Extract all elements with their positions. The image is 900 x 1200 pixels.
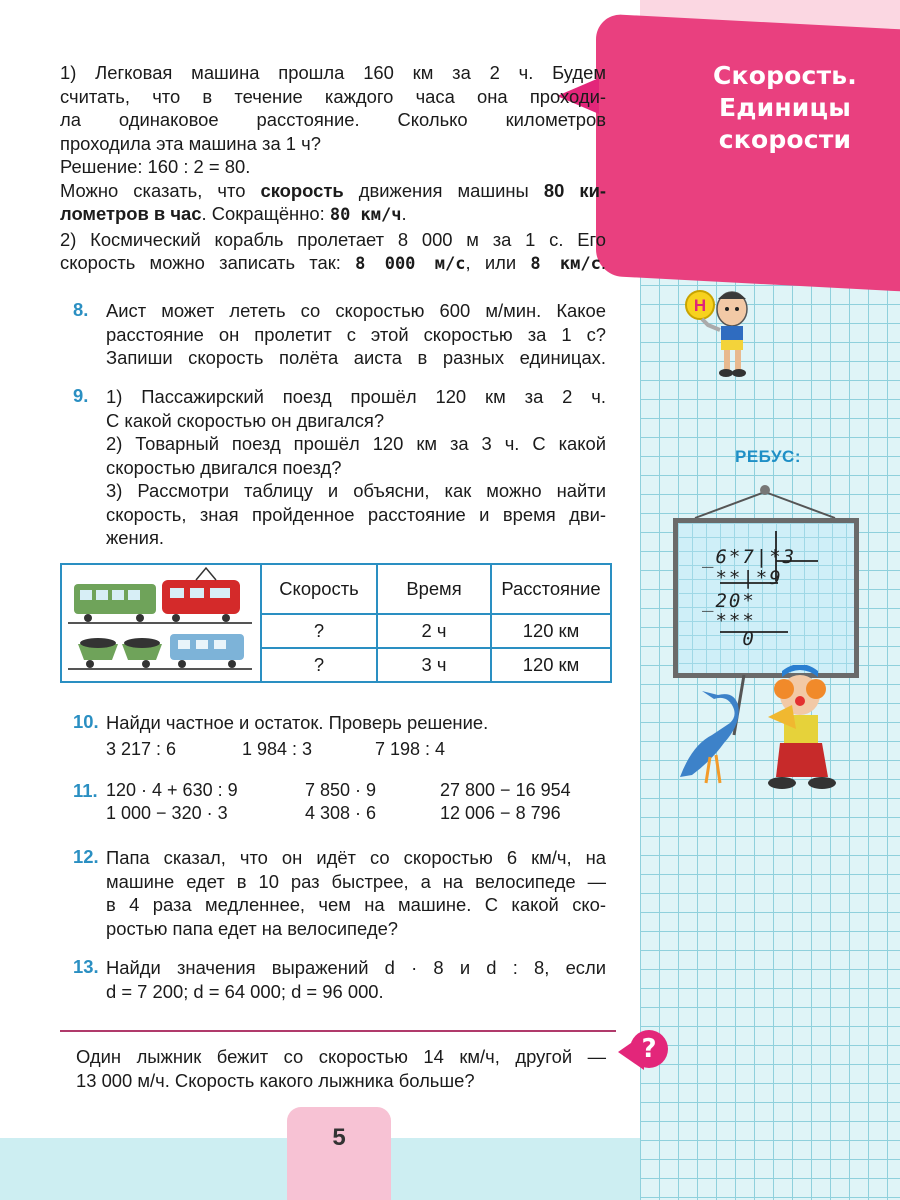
trains-picture-cell (61, 564, 261, 682)
divider (60, 1030, 616, 1032)
expression: 120 · 4 + 630 : 9 (106, 780, 238, 800)
bold-value: 80 ки- (543, 179, 606, 201)
chapter-title-line: скорости (718, 125, 852, 154)
rebus-row: _20* (702, 590, 756, 612)
boy-badge-letter: Н (693, 296, 707, 315)
task-line: Папа сказал, что он идёт со скоростью 6 км/ч, на (106, 847, 606, 868)
rebus-row: _6*7|*3 (702, 546, 797, 568)
bold-unit: 8 000 м/с (355, 254, 466, 274)
bold-value: лометров в час (60, 203, 202, 224)
intro-line: считать, что в течение каждого часа она проходи- (60, 85, 606, 107)
boy-with-trumpet-illustration (680, 285, 770, 380)
task-line: расстояние он пролетит с этой скоростью за 1 с? (106, 323, 606, 345)
bold-unit: 80 км/ч (329, 205, 402, 225)
task-number: 11. (73, 780, 98, 801)
task13-text (106, 956, 606, 1003)
task-line: 3) Рассмотри таблицу и объясни, как можно найти (106, 480, 606, 501)
task-line: 1) Пассажирский поезд прошёл 120 км за 2 ч. (106, 386, 606, 407)
intro-line-abbrev (60, 202, 606, 228)
expression: 7 198 : 4 (375, 739, 446, 759)
task-line: Найди значения выражений d · 8 и d : 8, если (106, 957, 606, 978)
chapter-title-line: Скорость. (713, 61, 857, 90)
task-number: 8. (73, 299, 89, 320)
intro-line: 1) Легковая машина прошла 160 км за 2 ч. Будем (60, 62, 606, 83)
stork-and-clown-illustration (672, 665, 852, 795)
task-number: 10. (73, 711, 99, 732)
intro-line-space (60, 251, 606, 277)
term-speed: скорость (260, 179, 344, 201)
task8-text (106, 299, 606, 370)
chapter-title (680, 60, 890, 156)
table-header: Время (377, 564, 491, 614)
table-cell: ? (261, 614, 377, 648)
bonus-line: 13 000 м/ч. Скорость какого лыжника больше? (76, 1069, 475, 1091)
intro-line-speed (60, 179, 606, 203)
chapter-title-line: Единицы (718, 93, 852, 122)
task-line: скоростью двигался поезд? (106, 456, 342, 478)
task-line: d = 7 200; d = 64 000; d = 96 000. (106, 980, 384, 1002)
rebus-row: **|*9 (702, 567, 783, 589)
page-number: 5 (332, 1124, 346, 1151)
table-cell: ? (261, 648, 377, 682)
text-span: скорость можно записать так: (60, 252, 356, 273)
question-icon: ? (630, 1030, 668, 1068)
rebus-label: РЕБУС: (735, 447, 801, 466)
intro-solution: Решение: 160 : 2 = 80. (60, 156, 251, 177)
expression: 1 984 : 3 (242, 739, 313, 759)
bonus-line: Один лыжник бежит со скоростью 14 км/ч, другой — (76, 1046, 606, 1067)
trains-illustration (66, 566, 256, 676)
task-line: Аист может лететь со скоростью 600 м/мин. Какое (106, 300, 606, 321)
table-header: Расстояние (491, 564, 611, 614)
table-cell: 3 ч (377, 648, 491, 682)
intro-line: 2) Космический корабль пролетает 8 000 м за 1 с. Его (60, 228, 606, 250)
page-number-tab (287, 1107, 391, 1200)
board-hanger-icon (690, 482, 840, 522)
table-header: Скорость (261, 564, 377, 614)
text-span: Можно сказать, что (60, 179, 261, 201)
rebus-row: *** (702, 610, 756, 632)
text-span: . Сокращённо: (201, 203, 330, 224)
expression: 4 308 · 6 (305, 803, 377, 823)
table-cell: 120 км (491, 614, 611, 648)
expression: 12 006 − 8 796 (440, 803, 561, 823)
expression: 3 217 : 6 (106, 739, 177, 759)
intro-line: ла одинаковое расстояние. Сколько километров (60, 109, 606, 130)
task10-text: Найди частное и остаток. Проверь решение. (106, 712, 489, 733)
task-line: 2) Товарный поезд прошёл 120 км за 3 ч. С какой (106, 433, 606, 454)
speed-table (60, 563, 612, 683)
task-line: Запиши скорость полёта аиста в разных единицах. (106, 347, 606, 368)
expression: 7 850 · 9 (305, 780, 377, 800)
bold-unit: 8 км/с (530, 254, 601, 274)
task-number: 9. (73, 385, 89, 406)
table-cell: 2 ч (377, 614, 491, 648)
task-line: скорость, зная пройденное расстояние и время дви- (106, 503, 606, 525)
task-line: машине едет в 10 раз быстрее, а на велосипеде — (106, 870, 606, 892)
intro-line: проходила эта машина за 1 ч? (60, 132, 321, 154)
bonus-question (76, 1045, 606, 1092)
task-line: ростью папа едет на велосипеде? (106, 917, 399, 939)
intro-text (60, 61, 606, 277)
task-line: в 4 раза медленнее, чем на машине. С какой ско- (106, 894, 606, 915)
expression: 1 000 − 320 · 3 (106, 803, 228, 823)
task-line: С какой скоростью он двигался? (106, 409, 385, 431)
text-span: . (401, 203, 407, 224)
rebus-row: 0 (702, 628, 756, 650)
text-span: . (600, 252, 606, 273)
task-line: жения. (106, 527, 165, 548)
task-number: 13. (73, 956, 99, 977)
task12-text (106, 846, 606, 940)
task9-text (106, 385, 606, 550)
table-cell: 120 км (491, 648, 611, 682)
text-span: движения машины (343, 179, 544, 201)
expression: 27 800 − 16 954 (440, 780, 571, 800)
text-span: , или (465, 252, 531, 273)
task-number: 12. (73, 846, 99, 867)
